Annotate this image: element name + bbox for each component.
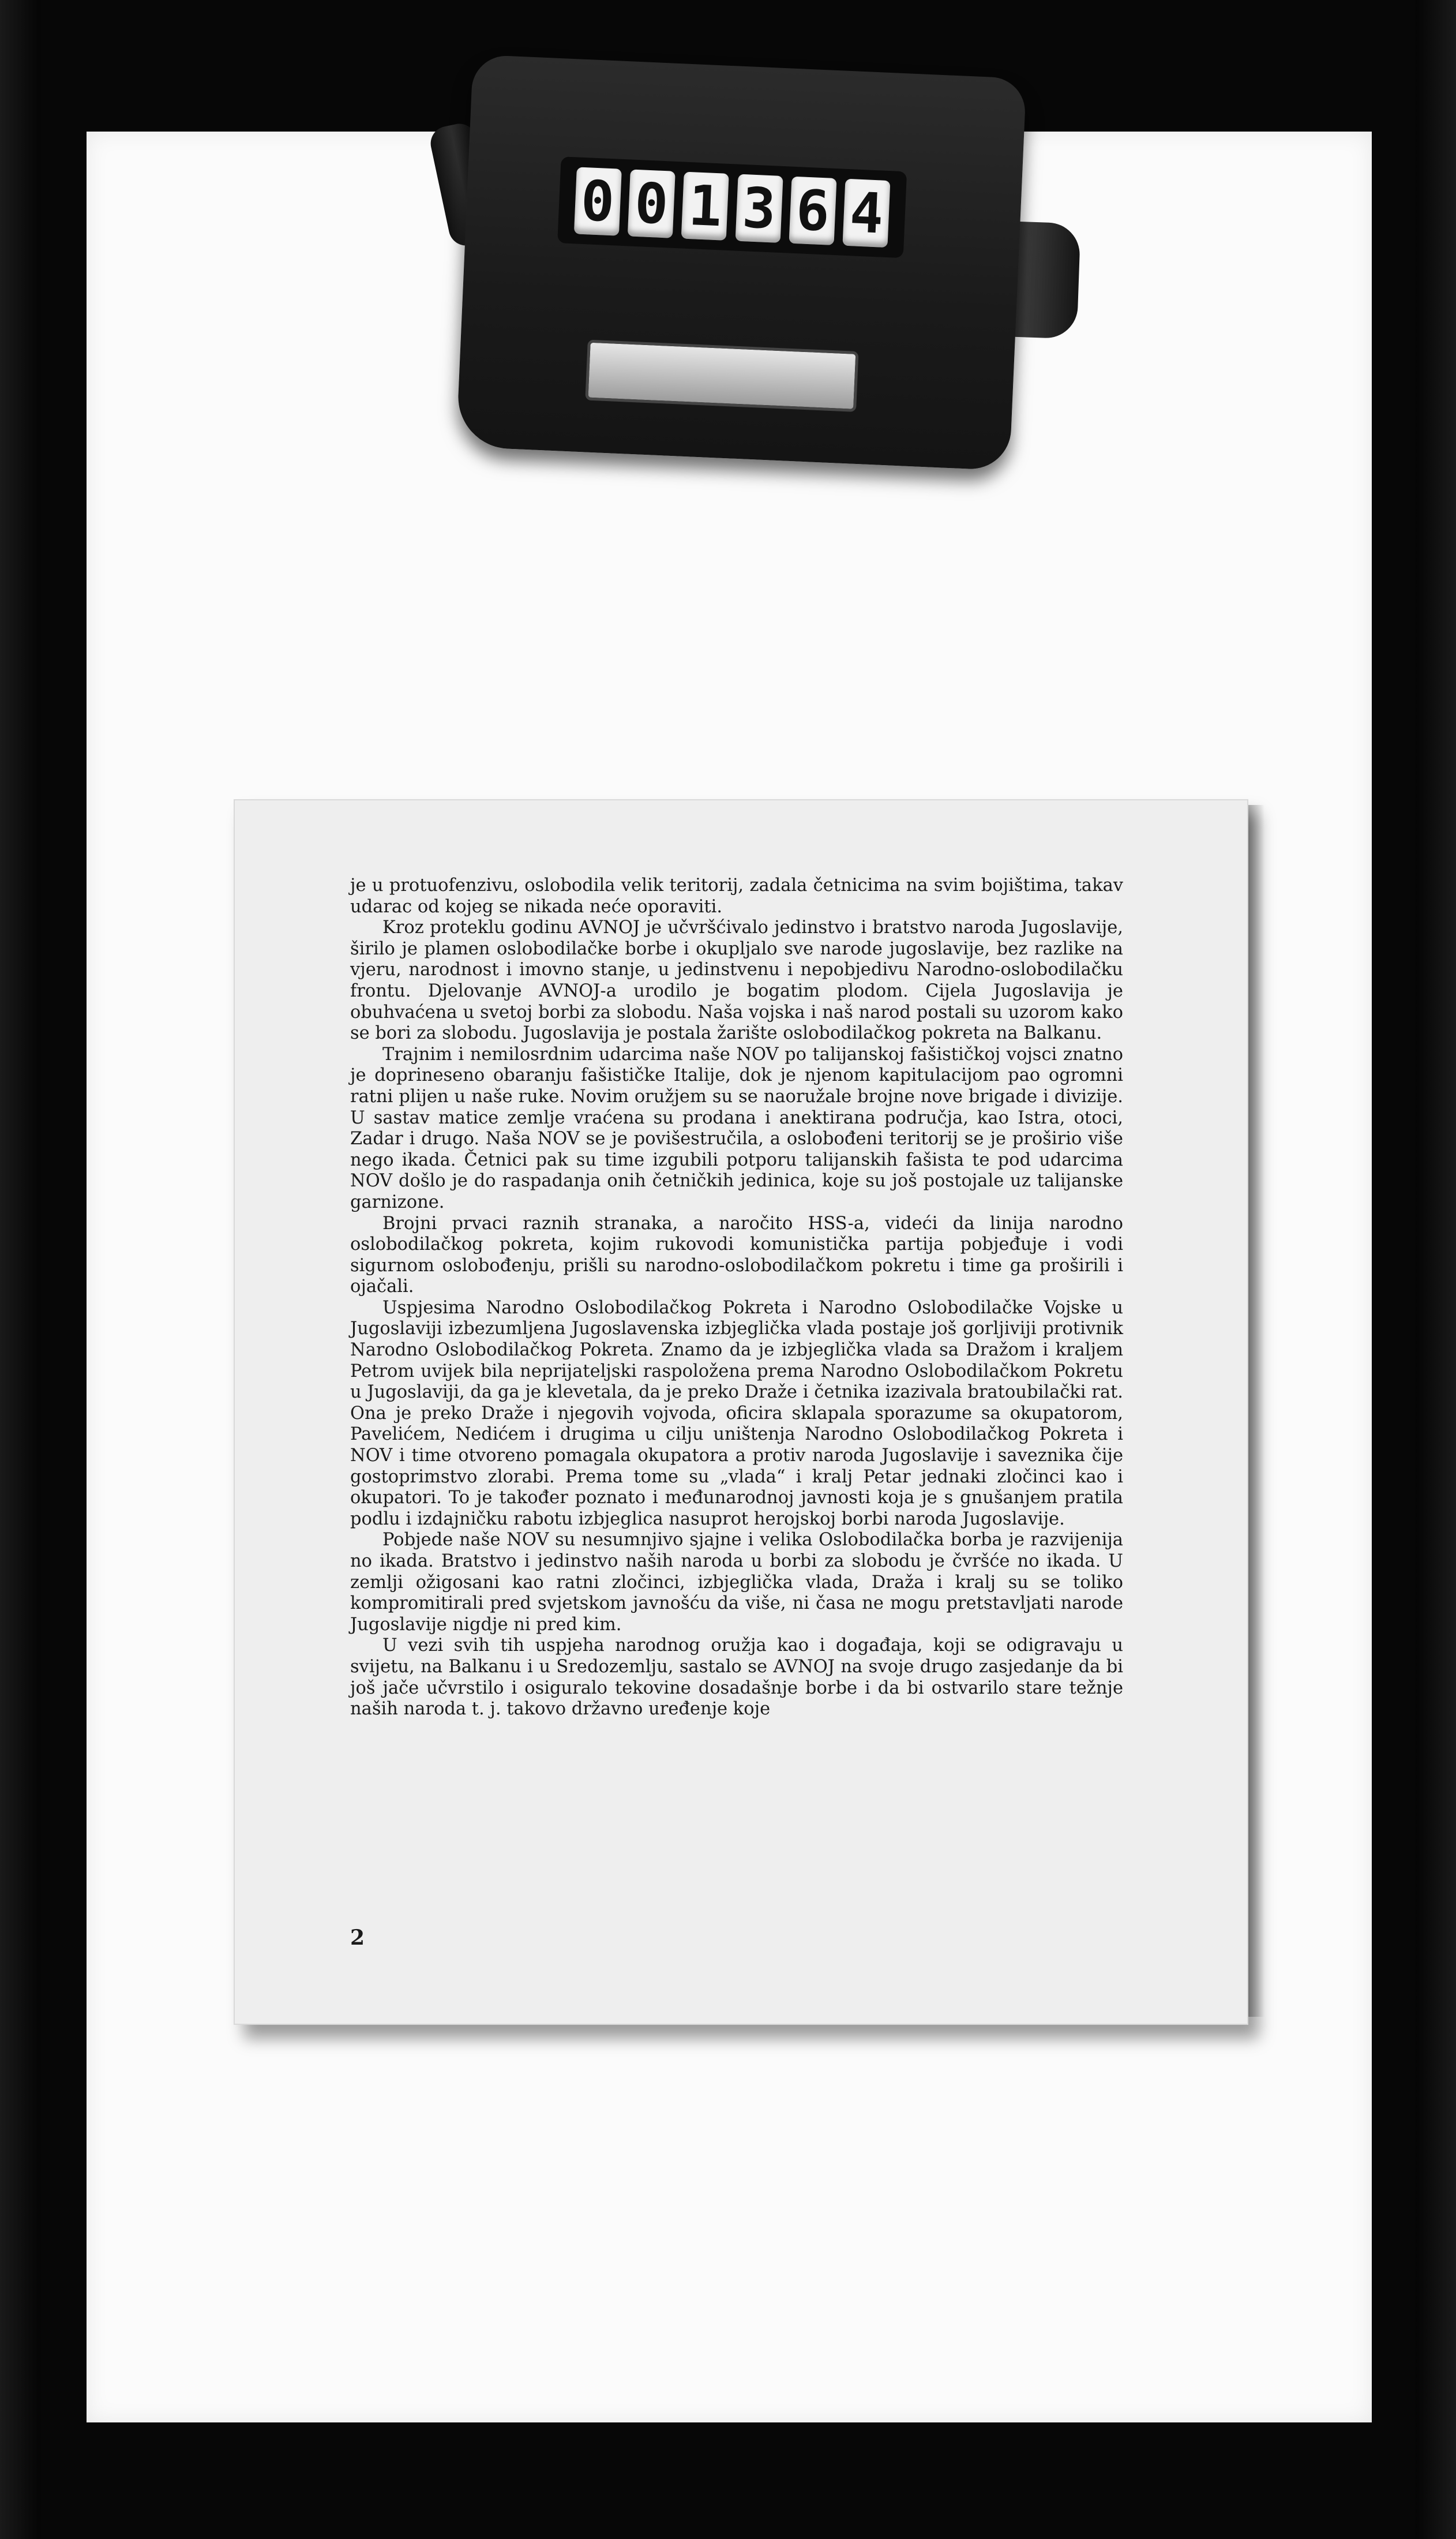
- document-body: [350, 875, 1123, 1720]
- counter-window: [557, 156, 907, 258]
- film-edge-right: [1416, 0, 1456, 2539]
- paragraph: Brojni prvaci raznih stranaka, a naročito HSS-a, videći da linija narodno oslobodilačkog pokreta, kojim rukovodi komunistička partija pobjeđuje i vodi sigurnom oslobođenju, prišli su narodno-oslobodilačkom pokretu i time ga proširili i ojačali.: [350, 1213, 1123, 1297]
- counter-digit: 4: [843, 179, 891, 248]
- paragraph: Kroz proteklu godinu AVNOJ je učvršćivalo jedinstvo i bratstvo naroda Jugoslavije, širilo je plamen oslobodilačke borbe i okupljalo sve narode jugoslavije, bez razlike na vjeru, narodnost i imovno stanje, u jedinstvenu i nepobjedivu Narodno-oslobodilačku frontu. Djelovanje AVNOJ-a urodilo je bogatim plodom. Cijela Jugoslavija je obuhvaćena u svetoj borbi za slobodu. Naša vojska i naš narod postali su uzorom kako se bori za slobodu. Jugoslavija je postala žarište oslobodilačkog pokreta na Balkanu.: [350, 918, 1123, 1044]
- counter-digit: 0: [574, 167, 622, 235]
- counter-digit: 1: [681, 172, 729, 241]
- counter-nameplate: [585, 340, 858, 412]
- film-edge-left: [0, 0, 40, 2539]
- paragraph: U vezi svih tih uspjeha narodnog oružja kao i događaja, koji se odigravaju u svijetu, na Balkanu i u Sredozemlju, sastalo se AVNOJ na svoje drugo zasjedanje da bi još jače učvrstilo i osiguralo tekovine dosadašnje borbe i da bi ostvarilo stare težnje naših naroda t. j. takovo državno uređenje koje: [350, 1635, 1123, 1720]
- paragraph: je u protuofenzivu, oslobodila velik teritorij, zadala četnicima na svim bojištima, takav udarac od kojeg se nikada neće oporaviti.: [350, 875, 1123, 917]
- counter-digit: 0: [628, 169, 676, 238]
- counter-digit: 3: [735, 174, 783, 243]
- paragraph: Pobjede naše NOV su nesumnjivo sjajne i velika Oslobodilačka borba je razvijenija no ikada. Bratstvo i jedinstvo naših naroda u borbi za slobodu je čvršće no ikada. U zemlji ožigosani kao ratni zločinci, izbjeglička vlada, Draža i kralj su se toliko kompromitirali pred svjetskom javnošću da više, ni časa ne mogu pretstavljati narode Jugoslavije nigdje ni pred kim.: [350, 1530, 1123, 1635]
- document-page: [234, 799, 1248, 2025]
- page-shadow: [1246, 805, 1264, 2017]
- frame-counter-device: [456, 54, 1027, 470]
- page-number: 2: [350, 1926, 365, 1950]
- paragraph: Trajnim i nemilosrdnim udarcima naše NOV po talijanskoj fašističkoj vojsci znatno je doprineseno obaranju fašističke Italije, dok je njenom kapitulacijom pao ogromni ratni plijen u naše ruke. Novim oružjem su se naoružale brojne nove brigade i divizije. U sastav matice zemlje vraćena su prodana i anektirana područja, kao Istra, otoci, Zadar i drugo. Naša NOV se je povišestručila, a oslobođeni teritorij se je proširio više nego ikada. Četnici pak su time izgubili potporu talijanskih fašista te pod udarcima NOV došlo je do raspadanja onih četničkih jedinica, koje su još postojale uz talijanske garnizone.: [350, 1044, 1123, 1212]
- paragraph: Uspjesima Narodno Oslobodilačkog Pokreta i Narodno Oslobodilačke Vojske u Jugoslaviji izbezumljena Jugoslavenska izbjeglička vlada postaje još gorljiviji protivnik Narodno Oslobodilačkog Pokreta. Znamo da je izbjeglička vlada sa Dražom i kraljem Petrom uvijek bila neprijateljski raspoložena prema Narodno Oslobodilačkom Pokretu u Jugoslaviji, da ga je klevetala, da je preko Draže i četnika izazivala bratoubilački rat. Ona je preko Draže i njegovih vojvoda, oficira sklapala sporazume sa okupatorom, Pavelićem, Nedićem i drugima u cilju uništenja Narodno Oslobodilačkog Pokreta i NOV i time otvoreno pomagala okupatora a protiv naroda Jugoslavije i saveznika čije gostoprimstvo zlorabi. Prema tome su „vlada“ i kralj Petar jednaki zločinci kao i okupatori. To je također poznato i međunarodnoj javnosti koja je s gnušanjem pratila podlu i izdajničku rabotu izbjeglica nasuprot herojskoj borbi naroda Jugoslavije.: [350, 1297, 1123, 1529]
- counter-digit: 6: [789, 177, 837, 245]
